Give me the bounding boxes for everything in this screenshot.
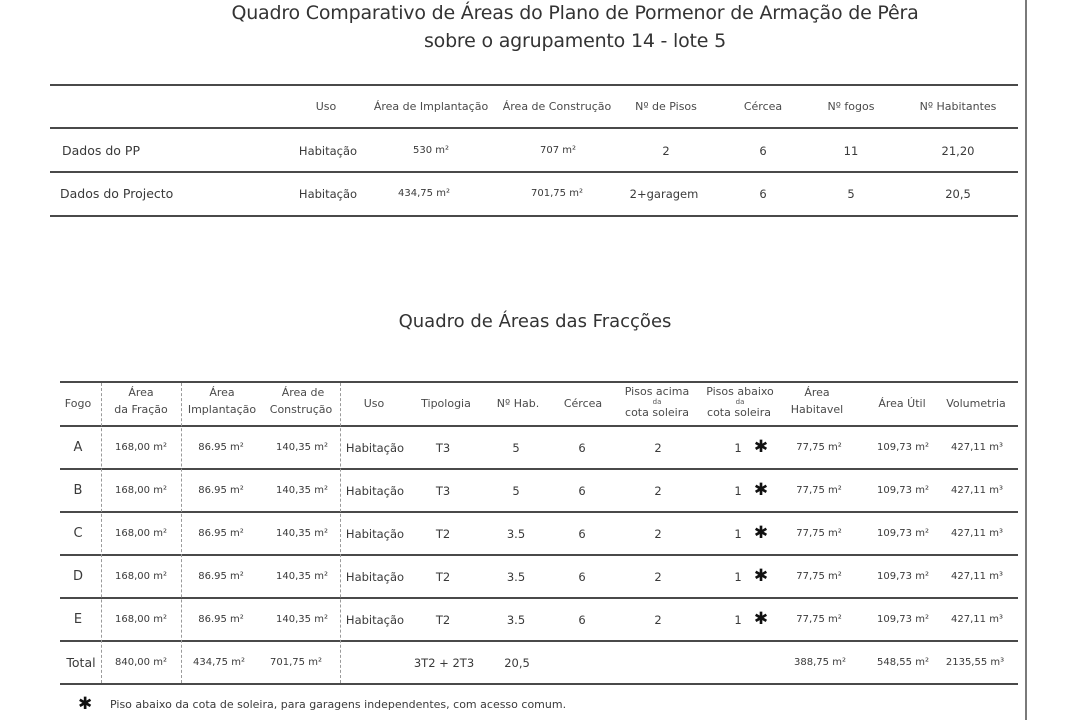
- column-header-area-construcao: Área de: [281, 386, 325, 399]
- cell-area-util: 109,73 m²: [877, 528, 929, 539]
- column-header-pisos-abaixo: da: [735, 398, 745, 406]
- row-label: Dados do Projecto: [60, 186, 174, 201]
- cell-area-fracao: 168,00 m²: [115, 571, 167, 582]
- cell-total-area-construcao: 701,75 m²: [270, 657, 322, 668]
- cell-volumetria: 427,11 m³: [951, 528, 1003, 539]
- cell-area-construcao: 140,35 m²: [276, 442, 328, 453]
- cell-total-tipologia: 3T2 + 2T3: [413, 656, 475, 670]
- cell-pisos-acima: 2: [654, 613, 662, 627]
- cell-cercea: 6: [578, 613, 586, 627]
- page-title: Quadro Comparativo de Áreas do Plano de Pormenor de Armação de Pêra: [231, 2, 919, 24]
- cell-fogo: E: [73, 612, 83, 627]
- column-header-area-habitavel: Habitavel: [790, 403, 844, 416]
- table-rule: [50, 215, 1018, 217]
- cell-area-util: 109,73 m²: [877, 571, 929, 582]
- cell-pisos-acima: 2: [654, 527, 662, 541]
- cell-volumetria: 427,11 m³: [951, 571, 1003, 582]
- cell-fogos: 5: [847, 187, 855, 201]
- cell-pisos: 2+garagem: [629, 187, 699, 201]
- cell-uso: Habitação: [345, 613, 405, 627]
- column-header: Nº Habitantes: [919, 100, 997, 113]
- cell-total-area-habitavel: 388,75 m²: [794, 657, 846, 668]
- cell-n-hab: 5: [512, 441, 520, 455]
- column-header: Nº fogos: [827, 100, 875, 113]
- cell-pisos-abaixo: 1: [734, 441, 742, 455]
- column-header: Área de Construção: [502, 100, 612, 113]
- table-rule: [50, 171, 1018, 173]
- column-header-cercea: Cércea: [563, 397, 603, 410]
- cell-pisos-acima: 2: [654, 441, 662, 455]
- cell-area-util: 109,73 m²: [877, 614, 929, 625]
- row-label: Dados do PP: [62, 143, 140, 158]
- cell-fogos: 11: [843, 144, 859, 158]
- cell-area-habitavel: 77,75 m²: [796, 528, 842, 539]
- cell-total-area-implantacao: 434,75 m²: [193, 657, 245, 668]
- column-header-area-util: Área Útil: [878, 397, 926, 410]
- column-divider: [181, 383, 182, 683]
- cell-total-volumetria: 2135,55 m³: [945, 657, 1005, 668]
- cell-pisos-acima: 2: [654, 484, 662, 498]
- cell-area-implantacao: 86.95 m²: [198, 614, 244, 625]
- cell-area-construcao: 701,75 m²: [531, 188, 583, 199]
- column-header-area-construcao: Construção: [269, 403, 333, 416]
- cell-uso: Habitação: [345, 484, 405, 498]
- column-header-pisos-abaixo: cota soleira: [707, 406, 771, 419]
- cell-fogo: A: [73, 440, 83, 455]
- cell-area-habitavel: 77,75 m²: [796, 614, 842, 625]
- column-header-volumetria: Volumetria: [946, 397, 1006, 410]
- column-header-pisos-acima: cota soleira: [625, 406, 689, 419]
- table-rule: [60, 683, 1018, 685]
- column-header-pisos-acima: Pisos acima: [624, 385, 690, 398]
- cell-uso: Habitação: [298, 187, 358, 201]
- column-header-area-fracao: Área: [128, 386, 154, 399]
- cell-area-construcao: 707 m²: [539, 145, 577, 156]
- cell-pisos-abaixo: 1: [734, 570, 742, 584]
- cell-pisos-abaixo: 1: [734, 527, 742, 541]
- table-rule: [60, 554, 1018, 556]
- cell-area-fracao: 168,00 m²: [115, 442, 167, 453]
- cell-pisos-abaixo: 1: [734, 613, 742, 627]
- asterisk-icon: ✱: [753, 437, 769, 457]
- column-header-n-hab: Nº Hab.: [496, 397, 540, 410]
- column-header: Uso: [315, 100, 337, 113]
- cell-pisos-abaixo: 1: [734, 484, 742, 498]
- column-header-uso: Uso: [363, 397, 385, 410]
- cell-area-habitavel: 77,75 m²: [796, 571, 842, 582]
- cell-total-area-util: 548,55 m²: [877, 657, 929, 668]
- cell-area-construcao: 140,35 m²: [276, 528, 328, 539]
- cell-area-implantacao: 86.95 m²: [198, 571, 244, 582]
- table-rule: [50, 84, 1018, 86]
- cell-area-implantacao: 434,75 m²: [398, 188, 450, 199]
- cell-n-hab: 3.5: [506, 613, 526, 627]
- cell-area-implantacao: 86.95 m²: [198, 528, 244, 539]
- cell-habitantes: 21,20: [941, 144, 975, 158]
- cell-area-habitavel: 77,75 m²: [796, 442, 842, 453]
- cell-n-hab: 3.5: [506, 527, 526, 541]
- asterisk-icon: ✱: [753, 566, 769, 586]
- column-divider: [340, 383, 341, 683]
- cell-area-util: 109,73 m²: [877, 485, 929, 496]
- column-header-area-fracao: da Fração: [114, 403, 168, 416]
- cell-area-habitavel: 77,75 m²: [796, 485, 842, 496]
- column-header-fogo: Fogo: [64, 397, 92, 410]
- cell-area-construcao: 140,35 m²: [276, 614, 328, 625]
- asterisk-icon: ✱: [753, 523, 769, 543]
- cell-area-fracao: 168,00 m²: [115, 614, 167, 625]
- asterisk-icon: ✱: [753, 480, 769, 500]
- page-border: [1025, 0, 1027, 720]
- table-rule: [60, 511, 1018, 513]
- cell-uso: Habitação: [345, 570, 405, 584]
- cell-habitantes: 20,5: [945, 187, 971, 201]
- table-rule: [60, 640, 1018, 642]
- cell-area-implantacao: 86.95 m²: [198, 442, 244, 453]
- footnote-text: Piso abaixo da cota de soleira, para garagens independentes, com acesso comum.: [110, 698, 567, 711]
- cell-area-implantacao: 530 m²: [412, 145, 450, 156]
- cell-cercea: 6: [759, 187, 767, 201]
- column-divider: [101, 383, 102, 683]
- asterisk-icon: ✱: [78, 694, 93, 714]
- cell-area-implantacao: 86.95 m²: [198, 485, 244, 496]
- table-rule: [60, 597, 1018, 599]
- cell-cercea: 6: [578, 570, 586, 584]
- column-header-area-habitavel: Área: [804, 386, 830, 399]
- cell-area-construcao: 140,35 m²: [276, 485, 328, 496]
- cell-volumetria: 427,11 m³: [951, 614, 1003, 625]
- cell-cercea: 6: [759, 144, 767, 158]
- column-header-area-implantacao: Implantação: [187, 403, 257, 416]
- table-rule: [50, 127, 1018, 129]
- cell-area-fracao: 168,00 m²: [115, 528, 167, 539]
- asterisk-icon: ✱: [753, 609, 769, 629]
- cell-area-fracao: 168,00 m²: [115, 485, 167, 496]
- cell-tipologia: T2: [435, 613, 451, 627]
- page-subtitle: sobre o agrupamento 14 - lote 5: [423, 30, 727, 52]
- cell-volumetria: 427,11 m³: [951, 485, 1003, 496]
- column-header: Nº de Pisos: [635, 100, 697, 113]
- cell-area-util: 109,73 m²: [877, 442, 929, 453]
- cell-fogo: D: [72, 569, 84, 584]
- cell-area-construcao: 140,35 m²: [276, 571, 328, 582]
- column-header: Cércea: [743, 100, 783, 113]
- cell-uso: Habitação: [345, 441, 405, 455]
- cell-total-n-hab: 20,5: [504, 656, 530, 670]
- column-header-pisos-acima: da: [652, 398, 662, 406]
- cell-total-label: Total: [66, 655, 96, 670]
- cell-pisos-acima: 2: [654, 570, 662, 584]
- cell-total-area-fracao: 840,00 m²: [115, 657, 167, 668]
- cell-tipologia: T3: [435, 441, 451, 455]
- section-title: Quadro de Áreas das Fracções: [398, 311, 672, 332]
- table-rule: [60, 381, 1018, 383]
- cell-cercea: 6: [578, 527, 586, 541]
- cell-uso: Habitação: [345, 527, 405, 541]
- cell-fogo: B: [73, 483, 83, 498]
- cell-cercea: 6: [578, 484, 586, 498]
- column-header-pisos-abaixo: Pisos abaixo: [706, 385, 774, 398]
- cell-tipologia: T3: [435, 484, 451, 498]
- cell-n-hab: 3.5: [506, 570, 526, 584]
- table-rule: [60, 425, 1018, 427]
- column-header-tipologia: Tipologia: [421, 397, 471, 410]
- cell-tipologia: T2: [435, 527, 451, 541]
- column-header-area-implantacao: Área: [209, 386, 235, 399]
- table-rule: [60, 468, 1018, 470]
- cell-tipologia: T2: [435, 570, 451, 584]
- cell-fogo: C: [73, 526, 83, 541]
- cell-uso: Habitação: [298, 144, 358, 158]
- cell-volumetria: 427,11 m³: [951, 442, 1003, 453]
- cell-cercea: 6: [578, 441, 586, 455]
- cell-pisos: 2: [662, 144, 670, 158]
- column-header: Área de Implantação: [373, 100, 489, 113]
- cell-n-hab: 5: [512, 484, 520, 498]
